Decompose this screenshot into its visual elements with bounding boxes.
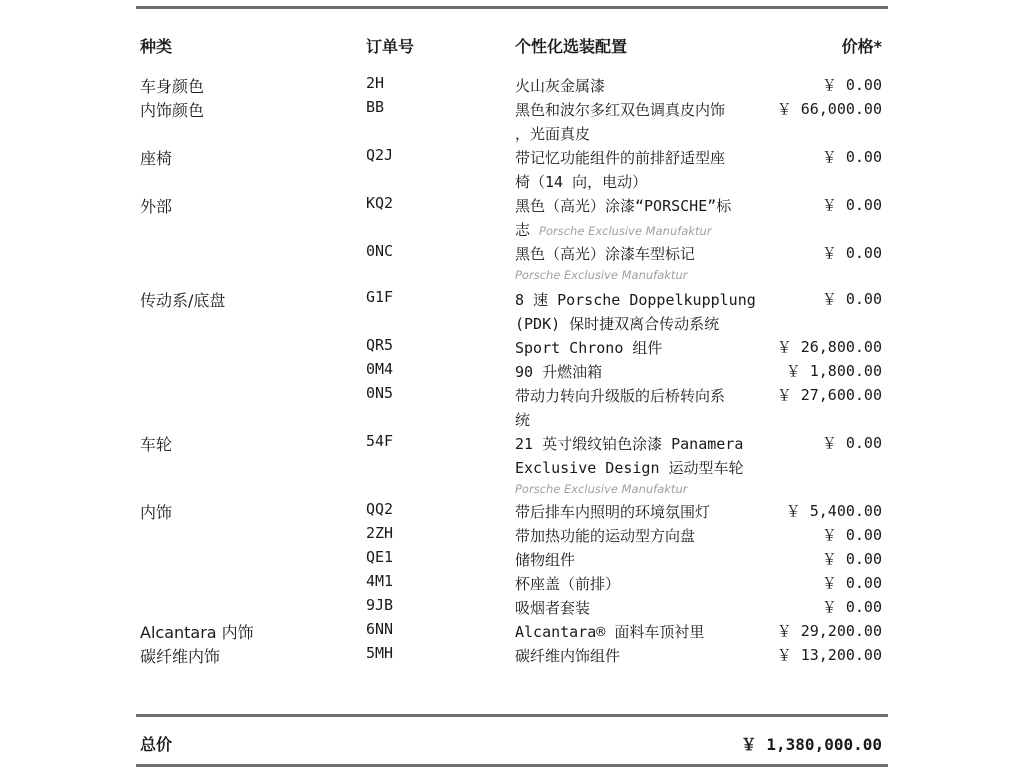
config-line: 带加热功能的运动型方向盘 xyxy=(515,527,696,545)
row-order-code: QE1 xyxy=(366,548,394,566)
row-price: ￥ 5,400.00 xyxy=(785,502,882,520)
row-order-code: QQ2 xyxy=(366,500,394,518)
config-line: Exclusive Design 运动型车轮 xyxy=(515,459,744,477)
row-config-description xyxy=(515,500,773,524)
row-category: 内饰 xyxy=(140,503,173,522)
config-line: 黑色和波尔多红双色调真皮内饰 xyxy=(515,101,726,119)
manufaktur-note: Porsche Exclusive Manufaktur xyxy=(515,482,688,496)
row-config-description xyxy=(515,194,773,243)
row-config-description xyxy=(515,336,773,360)
row-config-description xyxy=(515,242,773,284)
row-price: ￥ 66,000.00 xyxy=(776,100,882,118)
manufaktur-note: Porsche Exclusive Manufaktur xyxy=(515,268,688,282)
table-header xyxy=(136,34,888,60)
row-price: ￥ 0.00 xyxy=(821,148,882,166)
config-line: 统 xyxy=(515,411,531,429)
row-price: ￥ 0.00 xyxy=(821,526,882,544)
row-order-code: Q2J xyxy=(366,146,394,164)
row-config-description xyxy=(515,524,773,548)
row-price: ￥ 0.00 xyxy=(821,574,882,592)
row-order-code: G1F xyxy=(366,288,394,306)
row-category: 座椅 xyxy=(140,149,173,168)
row-order-code: 2H xyxy=(366,74,385,92)
total-label: 总价 xyxy=(140,735,173,754)
row-config-description xyxy=(515,644,773,668)
row-config-description xyxy=(515,384,773,432)
row-order-code: 54F xyxy=(366,432,394,450)
row-order-code: KQ2 xyxy=(366,194,394,212)
header-order-no: 订单号 xyxy=(366,37,415,56)
row-order-code: 9JB xyxy=(366,596,394,614)
row-config-description xyxy=(515,288,773,336)
config-line: 21 英寸缎纹铂色涂漆 Panamera xyxy=(515,435,744,453)
config-line: 黑色（高光）涂漆“PORSCHE”标 xyxy=(515,197,732,215)
header-category: 种类 xyxy=(140,37,173,56)
manufaktur-note: Porsche Exclusive Manufaktur xyxy=(539,224,712,238)
row-order-code: 6NN xyxy=(366,620,394,638)
row-config-description xyxy=(515,360,773,384)
config-line-with-note xyxy=(515,218,773,243)
row-price: ￥ 1,800.00 xyxy=(785,362,882,380)
config-line: 8 速 Porsche Doppelkupplung xyxy=(515,291,756,309)
row-order-code: 5MH xyxy=(366,644,394,662)
row-price: ￥ 27,600.00 xyxy=(776,386,882,404)
row-order-code: 0M4 xyxy=(366,360,394,378)
row-config-description xyxy=(515,620,773,644)
bottom-divider xyxy=(136,764,888,767)
config-line: 90 升燃油箱 xyxy=(515,363,603,381)
row-config-description xyxy=(515,146,773,194)
header-config: 个性化选装配置 xyxy=(515,37,628,56)
row-price: ￥ 0.00 xyxy=(821,76,882,94)
row-price: ￥ 0.00 xyxy=(821,598,882,616)
config-line: 杯座盖（前排） xyxy=(515,575,621,593)
row-category: 碳纤维内饰 xyxy=(140,647,221,666)
row-config-description xyxy=(515,548,773,572)
row-order-code: 0NC xyxy=(366,242,394,260)
row-category: 车轮 xyxy=(140,435,173,454)
config-line: 带记忆功能组件的前排舒适型座 xyxy=(515,149,726,167)
row-price: ￥ 0.00 xyxy=(821,196,882,214)
row-config-description xyxy=(515,596,773,620)
row-price: ￥ 29,200.00 xyxy=(776,622,882,640)
row-price: ￥ 0.00 xyxy=(821,550,882,568)
total-row xyxy=(136,732,888,758)
row-category: Alcantara 内饰 xyxy=(140,623,254,642)
config-line: 火山灰金属漆 xyxy=(515,77,606,95)
config-line: 储物组件 xyxy=(515,551,576,569)
top-divider xyxy=(136,6,888,9)
row-order-code: 4M1 xyxy=(366,572,394,590)
config-line: 吸烟者套装 xyxy=(515,599,591,617)
row-order-code: BB xyxy=(366,98,385,116)
row-category: 车身颜色 xyxy=(140,77,205,96)
config-line: Sport Chrono 组件 xyxy=(515,339,663,357)
config-line: 带后排车内照明的环境氛围灯 xyxy=(515,503,711,521)
config-line: (PDK) 保时捷双离合传动系统 xyxy=(515,315,720,333)
row-config-description xyxy=(515,572,773,596)
row-category: 内饰颜色 xyxy=(140,101,205,120)
row-order-code: QR5 xyxy=(366,336,394,354)
total-price: ￥ 1,380,000.00 xyxy=(740,735,882,754)
row-config-description xyxy=(515,98,773,146)
row-config-description xyxy=(515,432,773,498)
row-order-code: 2ZH xyxy=(366,524,394,542)
config-line: 带动力转向升级版的后桥转向系 xyxy=(515,387,726,405)
row-price: ￥ 0.00 xyxy=(821,244,882,262)
row-price: ￥ 26,800.00 xyxy=(776,338,882,356)
header-price: 价格* xyxy=(841,37,882,56)
config-line: ，光面真皮 xyxy=(515,125,591,143)
row-price: ￥ 0.00 xyxy=(821,434,882,452)
row-category: 传动系/底盘 xyxy=(140,291,226,310)
config-line: 椅（14 向，电动） xyxy=(515,173,648,191)
config-line-tail: 志 xyxy=(515,221,531,239)
total-divider xyxy=(136,714,888,717)
row-config-description xyxy=(515,74,773,98)
config-line: Alcantara® 面料车顶衬里 xyxy=(515,623,705,641)
config-line: 黑色（高光）涂漆车型标记 xyxy=(515,245,696,263)
row-order-code: 0N5 xyxy=(366,384,394,402)
config-line: 碳纤维内饰组件 xyxy=(515,647,621,665)
row-category: 外部 xyxy=(140,197,173,216)
row-price: ￥ 13,200.00 xyxy=(776,646,882,664)
row-price: ￥ 0.00 xyxy=(821,290,882,308)
config-sheet xyxy=(136,0,888,768)
